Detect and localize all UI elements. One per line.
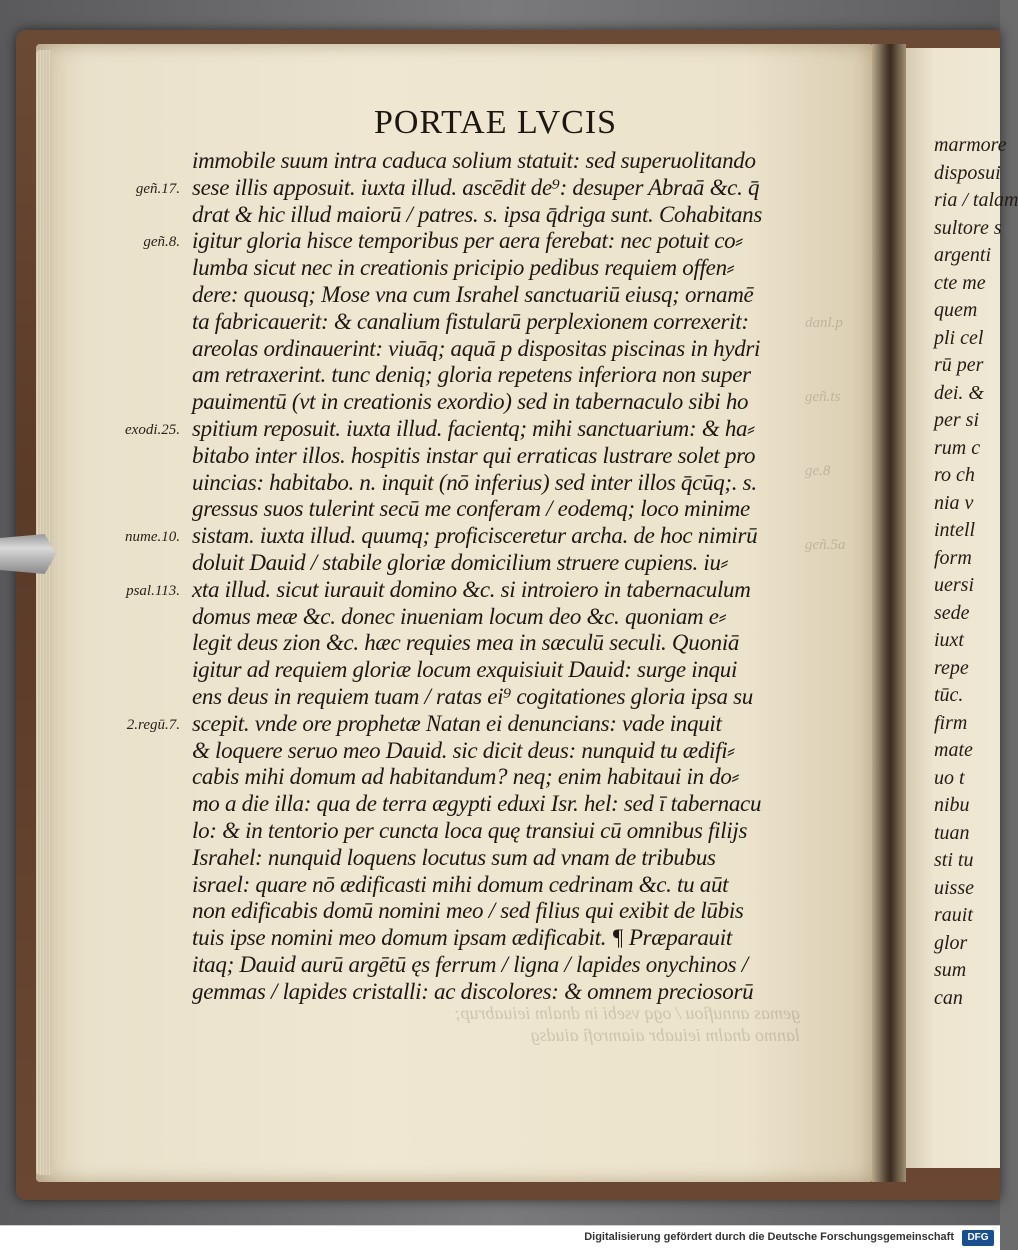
text-line: spitium reposuit. iuxta illud. facientq; mihi sanctuarium: & ha⸗ xyxy=(192,415,755,441)
text-line: lumba sicut nec in creationis pricipio pedibus requiem offen⸗ xyxy=(192,255,735,281)
right-page-line: rū per xyxy=(934,354,984,376)
bleed-line: lanmo dnalm ieiuabr aiamrofi aiudsg xyxy=(530,1025,800,1045)
text-line: gemmas / lapides cristalli: ac discolores: & omnem preciosorū xyxy=(192,978,754,1004)
text-line: drat & hic illud maiorū / patres. s. ipsa q̄driga sunt. Cohabitans xyxy=(192,201,763,227)
right-page-line: tuan xyxy=(934,821,970,844)
text-line: ta fabricauerit: & canalium fistularū perplexionem correxerit: xyxy=(192,308,749,334)
dfg-logo-icon: DFG xyxy=(962,1230,994,1246)
right-page-line: mate xyxy=(934,739,973,761)
right-page-line: sum xyxy=(934,959,967,981)
right-page-line: cte me xyxy=(934,271,986,294)
right-page-line: intell xyxy=(934,519,976,541)
text-line: immobile suum intra caduca solium statuit: sed superuolitando xyxy=(192,148,756,173)
bleed-margin-line: ge.8 xyxy=(805,463,831,479)
text-line: scepit. vnde ore prophetæ Natan ei denuncians: vade inquit xyxy=(192,710,722,736)
right-page-line: marmore xyxy=(934,134,1007,156)
text-line: pauimentū (vt in creationis exordio) sed in tabernaculo sibi ho xyxy=(192,389,749,415)
margin-note: geñ.17. xyxy=(135,180,180,197)
text-line: israel: quare nō ædificasti mihi domum cedrinam &c. tu aūt xyxy=(192,871,729,897)
right-page-line: rum c xyxy=(934,436,981,459)
bleed-through-margin xyxy=(805,286,865,582)
right-page-text xyxy=(934,132,1018,1012)
text-line: ens deus in requiem tuam / ratas ei⁹ cogitationes gloria ipsa su xyxy=(192,683,754,709)
bleed-margin-line: geñ.ts xyxy=(805,389,841,405)
text-line: bitabo inter illos. hospitis instar qui erraticas lustrare solet pro xyxy=(192,442,756,468)
text-line: lo: & in tentorio per cuncta loca quę transiui cū omnibus filijs xyxy=(192,817,748,843)
text-line: itaq; Dauid aurū argētū ęs ferrum / ligna / lapides onychinos / xyxy=(192,951,748,977)
text-line: gressus suos tulerint secū me conferam / eodemq; loco minime xyxy=(192,496,750,522)
running-title: PORTAE LVCIS xyxy=(374,104,618,141)
text-line: doluit Dauid / stabile gloriæ domicilium struere cupiens. iu⸗ xyxy=(192,549,729,575)
right-page-line: nibu xyxy=(934,794,970,816)
right-page-line: firm xyxy=(934,711,968,734)
text-line: non edificabis domū nomini meo / sed filius qui exibit de lūbis xyxy=(192,898,744,924)
text-line: am retraxerint. tunc deniq; gloria repetens inferiora non super xyxy=(192,362,751,388)
text-line: legit deus zion &c. hæc requies mea in sæculū seculi. Quoniā xyxy=(192,630,740,656)
text-line: cabis mihi domum ad habitandum? neq; enim habitaui in do⸗ xyxy=(192,764,739,790)
margin-note: geñ.8. xyxy=(143,234,180,251)
right-page-line: argenti xyxy=(934,244,992,266)
margin-note: psal.113. xyxy=(126,582,180,599)
bleed-line: gemas annufiou / ogq vsebi in dnalm ieiuabrup; xyxy=(454,1003,800,1023)
text-line: igitur ad requiem gloriæ locum exquisiuit Dauid: surge inqui xyxy=(192,657,738,683)
page-edges xyxy=(36,50,52,1175)
bookmark-clip xyxy=(0,534,56,574)
right-page-line: pli cel xyxy=(934,326,984,349)
bleed-through-text xyxy=(230,1002,800,1046)
right-page-line: per si xyxy=(934,409,979,431)
text-line: areolas ordinauerint: viuāq; aquā p dispositas piscinas in hydri xyxy=(192,335,761,361)
right-page-line: dei. & xyxy=(934,381,984,404)
text-line: domus meæ &c. donec inueniam locum deo &c. quoniam e⸗ xyxy=(192,603,727,629)
right-page-line: ro ch xyxy=(934,464,975,486)
right-page-line: sultore s xyxy=(934,216,1002,239)
right-page-line: quem xyxy=(934,299,978,321)
margin-note: exodi.25. xyxy=(125,422,180,438)
text-line: & loquere seruo meo Dauid. sic dicit deus: nunquid tu ædifi⸗ xyxy=(192,737,735,763)
book-gutter xyxy=(872,44,906,1182)
right-page-line: glor xyxy=(934,931,968,954)
right-page-line: disposui xyxy=(934,161,1001,184)
text-line: sistam. iuxta illud. quumq; proficisceretur archa. de hoc nimirū xyxy=(192,523,758,549)
text-line: uincias: habitabo. n. inquit (nō inferius) sed inter illos q̄cūq;. s. xyxy=(192,469,757,495)
footer-bar xyxy=(0,1225,1000,1250)
right-page-line: sti tu xyxy=(934,849,974,871)
text-line: sese illis apposuit. iuxta illud. ascēdit de⁹: desuper Abraā &c. q̄ xyxy=(192,174,760,200)
text-line: tuis ipse nomini meo domum ipsam ædificabit. ¶ Præparauit xyxy=(192,925,732,951)
text-line: xta illud. sicut iurauit domino &c. si introiero in tabernaculum xyxy=(192,576,751,602)
text-line: dere: quousq; Mose vna cum Israhel sanctuariū eiusq; ornamē xyxy=(192,281,754,307)
bleed-margin-line: geñ.5a xyxy=(805,537,846,553)
bleed-margin-line: danl.p xyxy=(805,315,843,331)
right-page-line: rauit xyxy=(934,904,973,926)
text-line: mo a die illa: qua de terra ægypti eduxi Isr. hel: sed ī tabernacu xyxy=(192,791,762,817)
right-page-line: can xyxy=(934,986,963,1009)
right-page-line: ria / talam xyxy=(934,189,1018,211)
margin-note: nume.10. xyxy=(125,529,180,546)
right-page-line: uo t xyxy=(934,766,965,789)
right-page-line: tūc. xyxy=(934,684,964,706)
text-line: igitur gloria hisce temporibus per aera ferebat: nec potuit co⸗ xyxy=(192,228,743,254)
footer-credit: Digitalisierung gefördert durch die Deutsche Forschungsgemeinschaft xyxy=(584,1231,954,1243)
right-page-line: uersi xyxy=(934,574,974,596)
right-page-line: sede xyxy=(934,601,970,624)
text-line: Israhel: nunquid loquens locutus sum ad vnam de tribubus xyxy=(192,844,716,870)
right-page-line: iuxt xyxy=(934,629,964,651)
right-page-line: form xyxy=(934,546,972,569)
right-page-line: repe xyxy=(934,656,969,679)
body-text xyxy=(192,148,832,1006)
margin-note: 2.regū.7. xyxy=(126,716,180,733)
right-page-line: uisse xyxy=(934,876,974,899)
right-page-line: nia v xyxy=(934,491,974,514)
